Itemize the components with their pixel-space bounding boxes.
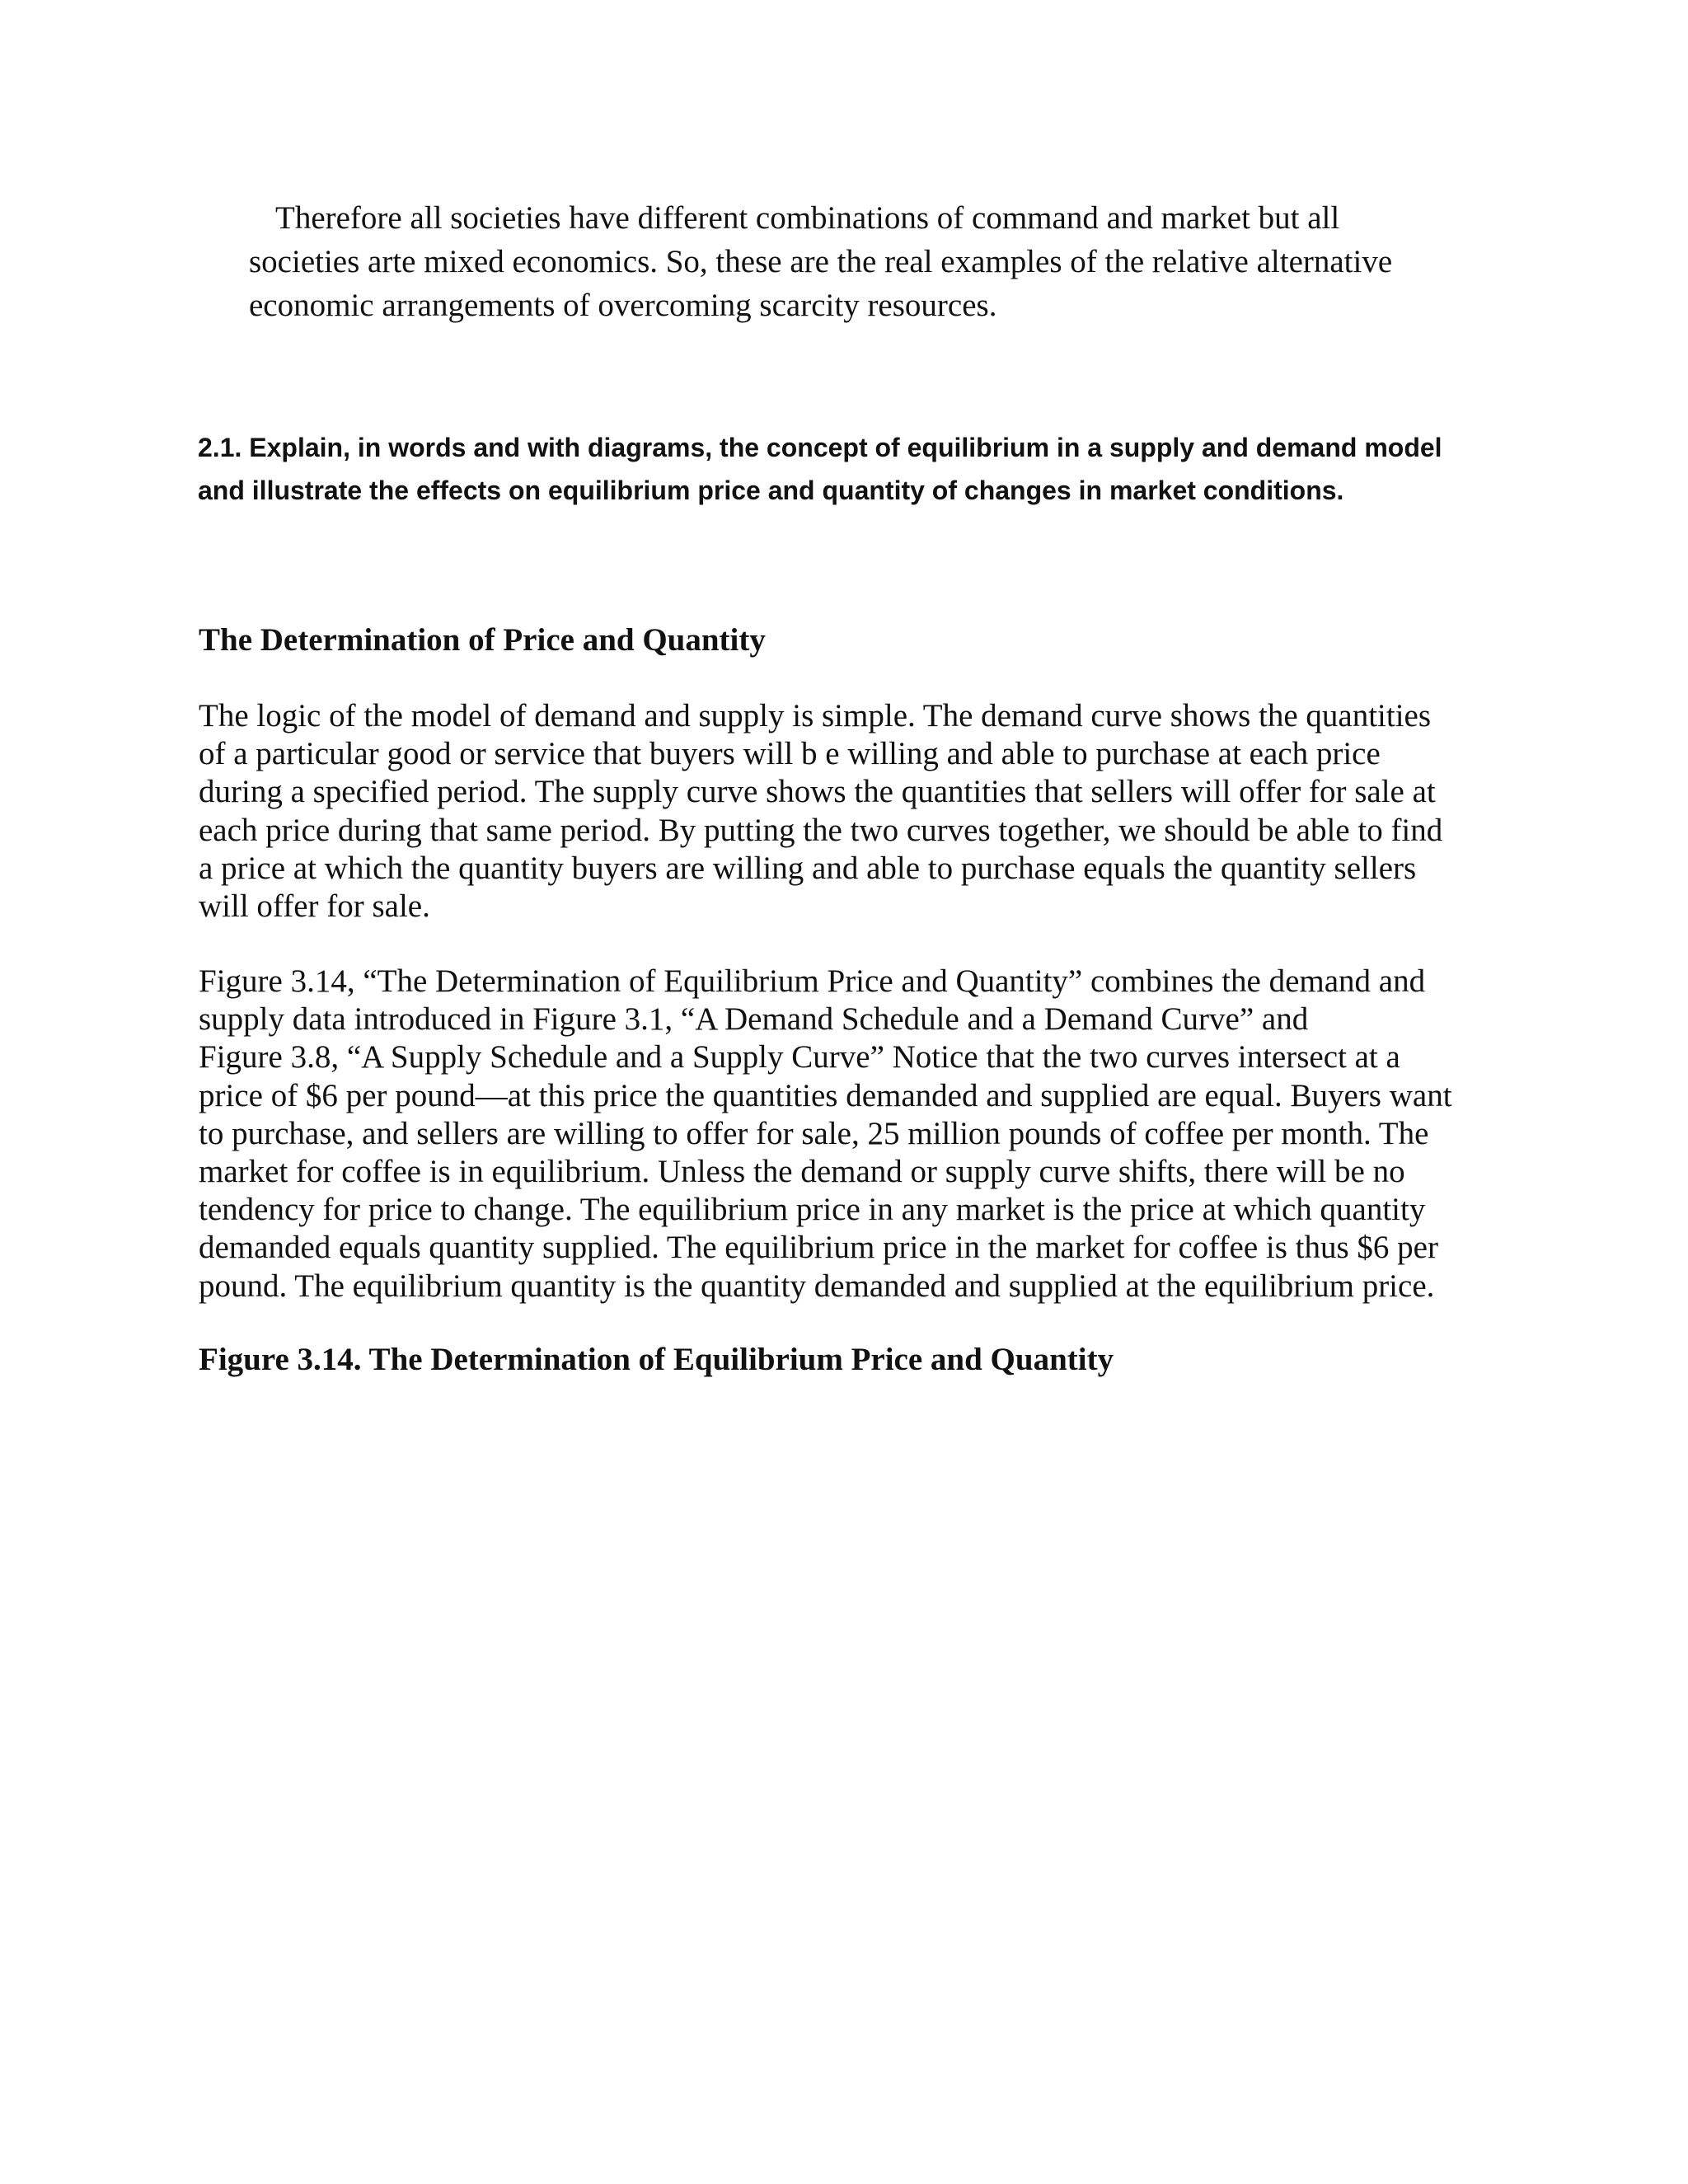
question-line: and illustrate the effects on equilibrium price and quantity of changes in market conditions. [198,476,1344,505]
paragraph-line: each price during that same period. By putting the two curves together, we should be able to find [199,812,1443,848]
intro-line: societies arte mixed economics. So, these are the real examples of the relative alternative [249,244,1393,279]
paragraph-figure-description [199,963,1550,1305]
intro-line: Therefore all societies have different combinations of command and market but all [275,200,1340,236]
paragraph-line: of a particular good or service that buyers will b e willing and able to purchase at each price [199,736,1381,772]
intro-paragraph [249,196,1535,327]
section-heading: The Determination of Price and Quantity [199,622,766,658]
paragraph-line: tendency for price to change. The equilibrium price in any market is the price at which quantity [199,1192,1426,1228]
paragraph-line: to purchase, and sellers are willing to offer for sale, 25 million pounds of coffee per month. The [199,1115,1429,1151]
paragraph-line: The logic of the model of demand and supply is simple. The demand curve shows the quantities [199,698,1432,733]
paragraph-line: market for coffee is in equilibrium. Unless the demand or supply curve shifts, there will be no [199,1154,1405,1190]
paragraph-line: pound. The equilibrium quantity is the quantity demanded and supplied at the equilibrium price. [199,1268,1435,1304]
paragraph-logic [199,697,1550,926]
question-heading [198,426,1533,512]
paragraph-line: during a specified period. The supply curve shows the quantities that sellers will offer for sale at [199,774,1436,810]
paragraph-line: supply data introduced in Figure 3.1, “A Demand Schedule and a Demand Curve” and [199,1001,1309,1038]
paragraph-line: Figure 3.8, “A Supply Schedule and a Supply Curve” Notice that the two curves intersect at a [199,1039,1400,1076]
paragraph-line: will offer for sale. [199,888,430,925]
paragraph-line: Figure 3.14, “The Determination of Equilibrium Price and Quantity” combines the demand and [199,963,1426,999]
intro-line: economic arrangements of overcoming scarcity resources. [249,288,997,323]
figure-caption: Figure 3.14. The Determination of Equilibrium Price and Quantity [199,1342,1114,1377]
paragraph-line: price of $6 per pound—at this price the quantities demanded and supplied are equal. Buyers want [199,1077,1452,1113]
question-line: 2.1. Explain, in words and with diagrams, the concept of equilibrium in a supply and demand model [198,433,1442,462]
paragraph-line: demanded equals quantity supplied. The equilibrium price in the market for coffee is thus $6 per [199,1230,1438,1266]
paragraph-line: a price at which the quantity buyers are willing and able to purchase equals the quantity sellers [199,850,1417,886]
